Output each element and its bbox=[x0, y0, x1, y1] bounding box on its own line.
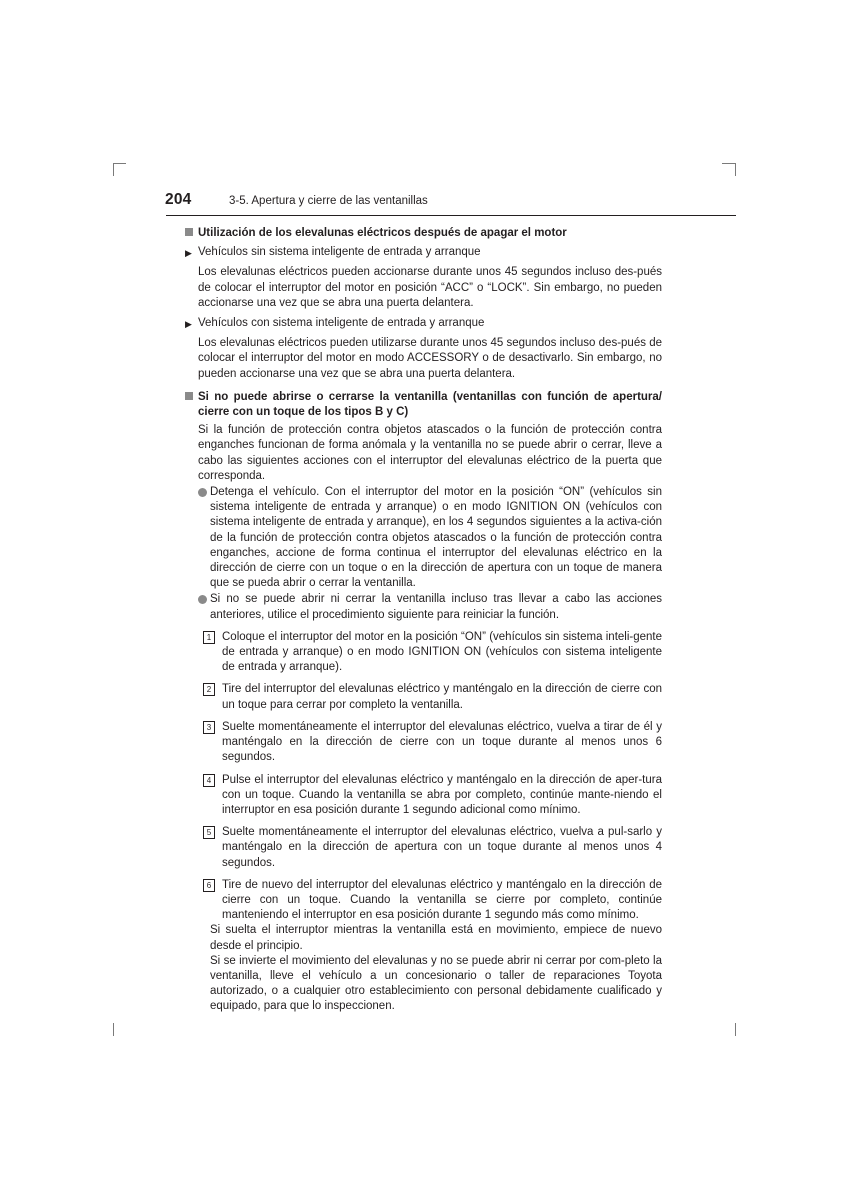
crop-mark-top-left-vertical bbox=[113, 163, 114, 176]
step-number-box: 6 bbox=[203, 879, 215, 892]
header-rule bbox=[166, 215, 736, 216]
step-item bbox=[185, 773, 662, 819]
case2-label: Vehículos con sistema inteligente de entrada y arranque bbox=[198, 317, 485, 330]
case2-label-row bbox=[185, 316, 662, 331]
step-text: Tire de nuevo del interruptor del elevalunas eléctrico y manténgalo en la dirección de cierre con un toque. Cuando la ventanilla se cierre por completo, continúe manteniendo el interruptor en esa posición durante 1 segundo más como mínimo. bbox=[222, 878, 662, 922]
step-number-box: 3 bbox=[203, 721, 215, 734]
case1-label: Vehículos sin sistema inteligente de entrada y arranque bbox=[198, 246, 481, 259]
step-number-box: 5 bbox=[203, 826, 215, 839]
circle-bullet-icon bbox=[198, 488, 207, 497]
step-item bbox=[185, 682, 662, 712]
crop-mark-top-right-vertical bbox=[735, 163, 736, 176]
section2-title: Si no puede abrirse o cerrarse la ventanilla (ventanillas con función de apertura/ cierre con un toque de los tipos B y C) bbox=[198, 390, 662, 419]
step-item bbox=[185, 630, 662, 676]
bullet-item bbox=[185, 592, 662, 622]
bullet-text: Si no se puede abrir ni cerrar la ventanilla incluso tras llevar a cabo las acciones anteriores, utilice el procedimiento siguiente para reiniciar la función. bbox=[210, 593, 662, 621]
section1-title: Utilización de los elevalunas eléctricos después de apagar el motor bbox=[198, 227, 567, 239]
step-item bbox=[185, 878, 662, 924]
section2-heading bbox=[185, 390, 662, 420]
step-number-box: 4 bbox=[203, 774, 215, 787]
note-restart: Si suelta el interruptor mientras la ventanilla está en movimiento, empiece de nuevo desde el principio. bbox=[210, 924, 662, 952]
step-text: Coloque el interruptor del motor en la posición “ON” (vehículos sin sistema inteli-gente de entrada y arranque) o en modo IGNITION ON (vehículos con sistema inteligente de entrada y arranque). bbox=[222, 630, 662, 674]
triangle-bullet-icon: ▶ bbox=[185, 248, 192, 259]
circle-bullet-icon bbox=[198, 595, 207, 604]
case2-text: Los elevalunas eléctricos pueden utilizarse durante unos 45 segundos incluso des-pués de colocar el interruptor del motor en modo ACCESSORY o de desactivarlo. Sin embargo, no pueden accionarse una vez que se abra una puerta delantera. bbox=[198, 337, 662, 380]
bullet-text: Detenga el vehículo. Con el interruptor del motor en la posición “ON” (vehículos sin sistema inteligente de entrada y arranque) o en modo IGNITION ON (vehículos con sistema inteligente de entrada y arranque), en los 4 segundos siguientes a la activa-ción de la función de protección contra objetos atascados o la función de protección contra enganches, accione de forma continua el interruptor del elevalunas eléctrico en la dirección de cierre con un toque o en la dirección de apertura con un toque de manera que se pueda abrir o cerrar la ventanilla. bbox=[210, 486, 662, 590]
step-number-box: 2 bbox=[203, 683, 215, 696]
page-number: 204 bbox=[165, 191, 192, 208]
crop-mark-bottom-left-vertical bbox=[113, 1023, 114, 1036]
step-item bbox=[185, 825, 662, 871]
step-item bbox=[185, 720, 662, 766]
square-bullet-icon bbox=[185, 392, 193, 400]
step-number-box: 1 bbox=[203, 631, 215, 644]
square-bullet-icon bbox=[185, 228, 193, 236]
step-text: Tire del interruptor del elevalunas eléctrico y manténgalo en la dirección de cierre con un toque para cerrar por completo la ventanilla. bbox=[222, 683, 662, 711]
crop-mark-top-left-horizontal bbox=[113, 163, 126, 164]
crop-mark-top-right-horizontal bbox=[722, 163, 735, 164]
bullet-item bbox=[185, 485, 662, 591]
triangle-bullet-icon: ▶ bbox=[185, 319, 192, 330]
step-text: Suelte momentáneamente el interruptor del elevalunas eléctrico, vuelva a pul-sarlo y manténgalo en la dirección de apertura con un toque durante al menos unos 4 segundos. bbox=[222, 826, 662, 869]
note-dealer: Si se invierte el movimiento del elevalunas y no se puede abrir ni cerrar por com-pleto la ventanilla, lleve el vehículo a un concesionario o taller de reparaciones Toyota autorizado, o a cualquier otro establecimiento con personal debidamente cualificado y equipado, para que lo inspeccionen. bbox=[210, 954, 662, 1013]
case1-text: Los elevalunas eléctricos pueden accionarse durante unos 45 segundos incluso des-pués de colocar el interruptor del motor en posición “ACC” o “LOCK”. Sin embargo, no pueden accionarse una vez que se abra una puerta delantera. bbox=[198, 266, 662, 309]
section2-intro: Si la función de protección contra objetos atascados o la función de protección contra enganches funcionan de forma anómala y la ventanilla no se puede abrir o cerrar, lleve a cabo las siguientes acciones con el interruptor del elevalunas eléctrico de la puerta que corresponda. bbox=[198, 424, 662, 482]
section-header: 3-5. Apertura y cierre de las ventanillas bbox=[229, 195, 428, 207]
section1-heading bbox=[185, 226, 662, 241]
case1-label-row bbox=[185, 245, 662, 260]
step-text: Suelte momentáneamente el interruptor del elevalunas eléctrico, vuelva a tirar de él y manténgalo en la dirección de cierre con un toque durante al menos unos 6 segundos. bbox=[222, 720, 662, 764]
step-text: Pulse el interruptor del elevalunas eléctrico y manténgalo en la dirección de aper-tura con un toque. Cuando la ventanilla se abra por completo, continúe mante-niendo el interruptor en esa posición durante 1 segundo adicional como mínimo. bbox=[222, 773, 662, 816]
page-content bbox=[185, 226, 662, 1015]
crop-mark-bottom-right-vertical bbox=[735, 1023, 736, 1036]
